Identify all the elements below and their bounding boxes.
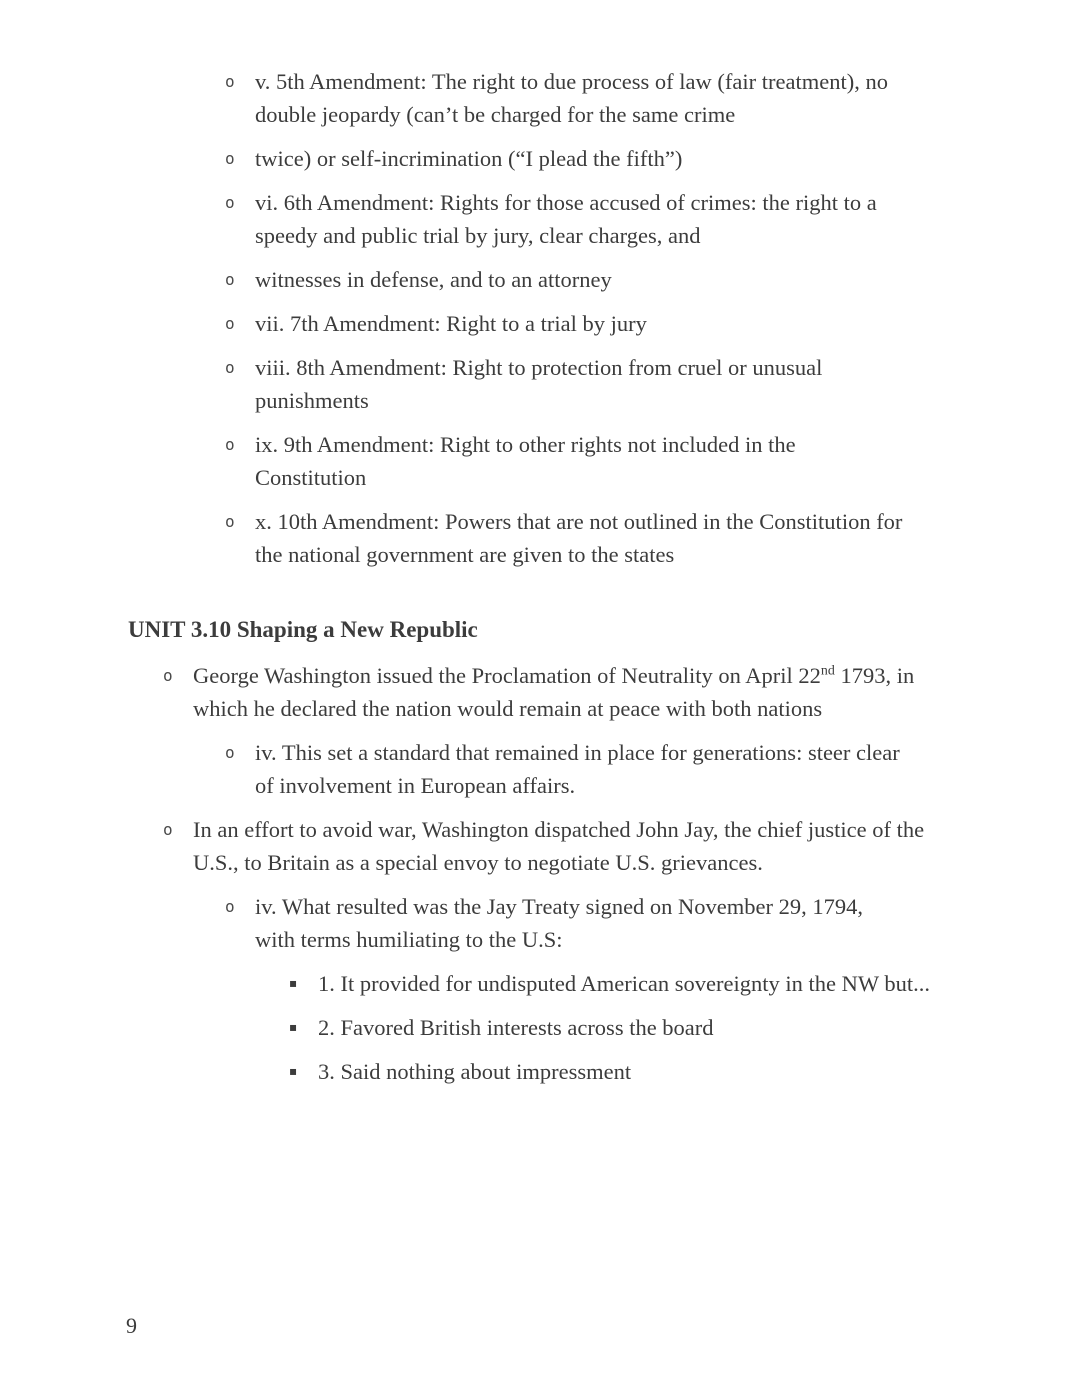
unit-list-item-text: 1. It provided for undisputed American sovereignty in the NW but... [318,971,930,996]
amendments-list-item-text: twice) or self-incrimination (“I plead the fifth”) [255,146,683,171]
circle-bullet-marker: o [225,435,235,454]
square-bullet-marker: ▪ [289,976,298,990]
amendments-list-item [225,505,1080,571]
amendments-list [0,65,1080,571]
amendments-list-item [225,307,1080,340]
unit-list-item [163,813,1080,879]
circle-bullet-marker: o [225,897,235,916]
circle-bullet-marker: o [225,743,235,762]
ordinal-superscript: nd [820,663,835,679]
circle-bullet-marker: o [225,193,235,212]
unit-list-item-text: In an effort to avoid war, Washington dispatched John Jay, the chief justice of the U.S., to Britain as a special envoy to negotiate U.S. grievances. [193,817,925,875]
unit-list-item [289,967,1080,1000]
unit-list-item [225,736,1080,802]
unit-list-item-text: iv. This set a standard that remained in place for generations: steer clear of involvement in European affairs. [255,740,900,798]
unit-list-item [289,1011,1080,1044]
unit-heading: UNIT 3.10 Shaping a New Republic [128,617,478,642]
amendments-list-item [225,351,1080,417]
circle-bullet-marker: o [163,666,173,685]
amendments-list-item [225,263,1080,296]
amendments-list-item-text: v. 5th Amendment: The right to due process of law (fair treatment), no double jeopardy (can’t be charged for the same crime [255,69,888,127]
amendments-list-item-text: ix. 9th Amendment: Right to other rights not included in the Constitution [255,432,796,490]
page-number: 9 [126,1313,137,1338]
unit-list-item-text: iv. What resulted was the Jay Treaty signed on November 29, 1794, with terms humiliating to the U.S: [255,894,864,952]
circle-bullet-marker: o [225,358,235,377]
circle-bullet-marker: o [163,820,173,839]
amendments-list-item-text: vii. 7th Amendment: Right to a trial by jury [255,311,647,336]
unit-list [0,659,1080,1088]
square-bullet-marker: ▪ [289,1064,298,1078]
amendments-list-item-text: viii. 8th Amendment: Right to protection from cruel or unusual punishments [255,355,823,413]
amendments-list-item [225,65,1080,131]
circle-bullet-marker: o [225,314,235,333]
amendments-list-item [225,428,1080,494]
amendments-list-item [225,186,1080,252]
unit-list-item [163,659,1080,725]
circle-bullet-marker: o [225,72,235,91]
circle-bullet-marker: o [225,149,235,168]
amendments-list-item-text: witnesses in defense, and to an attorney [255,267,612,292]
unit-list-item-text: George Washington issued the Proclamation of Neutrality on April 22nd 1793, in which he declared the nation would remain at peace with both nations [193,663,915,721]
circle-bullet-marker: o [225,270,235,289]
unit-list-item-text: 2. Favored British interests across the board [318,1015,714,1040]
square-bullet-marker: ▪ [289,1020,298,1034]
unit-list-item [225,890,1080,956]
amendments-list-item-text: vi. 6th Amendment: Rights for those accused of crimes: the right to a speedy and public trial by jury, clear charges, and [255,190,877,248]
amendments-list-item [225,142,1080,175]
amendments-list-item-text: x. 10th Amendment: Powers that are not outlined in the Constitution for the national government are given to the states [255,509,903,567]
unit-list-item-text: 3. Said nothing about impressment [318,1059,632,1084]
unit-list-item [289,1055,1080,1088]
circle-bullet-marker: o [225,512,235,531]
